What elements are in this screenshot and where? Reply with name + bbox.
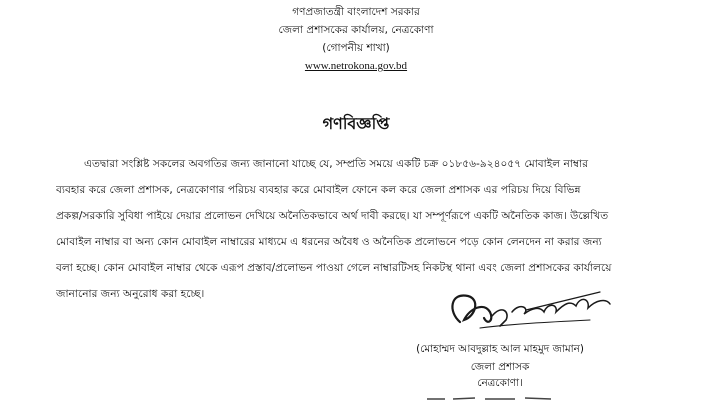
notice-title: গণবিজ্ঞপ্তি <box>322 114 390 133</box>
section-name: (গোপনীয় শাখা) <box>322 42 390 54</box>
office-name: জেলা প্রশাসকের কার্যালয়, নেত্রকোণা <box>278 24 434 36</box>
signatory-district: নেত্রকোণা। <box>477 377 523 389</box>
body-line-5: বলা হচ্ছে। কোন মোবাইল নাম্বার থেকে এরূপ প্রস্তাব/প্রলোভন পাওয়া গেলে নাম্বারটিসহ নিকটস্থ থানা এবং জেলা প্রশাসকের কার্যালয়ে <box>56 262 612 274</box>
body-line-1: এতদ্বারা সংশ্লিষ্ট সকলের অবগতির জন্য জানানো যাচ্ছে যে, সম্প্রতি সময়ে একটি চক্র ০১৮৫৬-৯২৪০৫৭ মোবাইল নাম্বার <box>84 158 589 170</box>
government-name: গণপ্রজাতন্ত্রী বাংলাদেশ সরকার <box>292 6 420 18</box>
signatory-designation: জেলা প্রশাসক <box>470 361 530 373</box>
body-line-4: মোবাইল নাম্বার বা অন্য কোন মোবাইল নাম্বারের মাধ্যমে এ ধরনের অবৈধ ও অনৈতিক প্রলোভনে পড়ে কোন লেনদেন না করার জন্য <box>56 236 602 248</box>
signatory-name: (মোহাম্মদ আবদুল্লাহ আল মাহমুদ জামান) <box>416 343 584 355</box>
body-line-3: প্রকল্প/সরকারি সুবিধা পাইয়ে দেয়ার প্রলোভন দেখিয়ে অনৈতিকভাবে অর্থ দাবী করছে। যা সম্পূর্ণরূপে একটি অনৈতিক কাজ। উল্লেখিত <box>56 210 609 222</box>
handwritten-signature <box>440 282 650 334</box>
body-line-6: জানানোর জন্য অনুরোধ করা হচ্ছে। <box>56 288 205 300</box>
cropped-text-fragment <box>425 394 555 400</box>
website-link[interactable]: www.netrokona.gov.bd <box>304 60 408 72</box>
body-line-2: ব্যবহার করে জেলা প্রশাসক, নেত্রকোণার পরিচয় ব্যবহার করে মোবাইল ফোনে কল করে জেলা প্রশাসক এর পরিচয় দিয়ে বিভিন্ন <box>56 184 581 196</box>
